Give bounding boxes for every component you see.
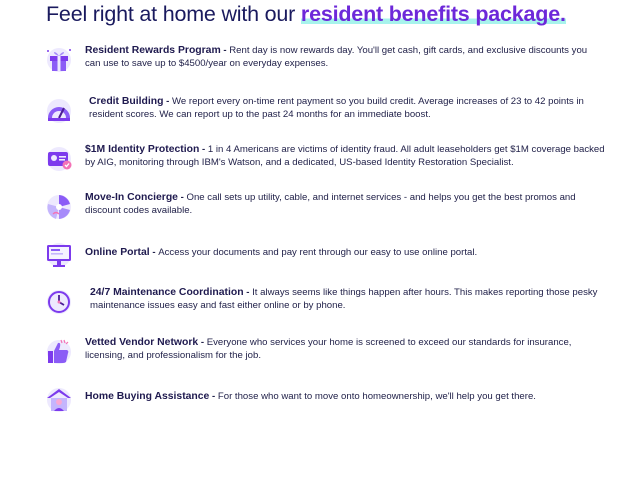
- gift-box-icon: [44, 45, 74, 75]
- headline-highlight: resident benefits package.: [300, 2, 566, 26]
- benefit-description: Rent day is now rewards day. You'll get cash, gift cards, and exclusive discounts you can use to save up to $4500/year on everyday expenses.: [85, 45, 588, 69]
- page-headline: [46, 2, 636, 27]
- benefit-description: 1 in 4 Americans are victims of identity fraud. All adult leaseholders get $1M coverage backed by AIG, monitoring through IBM's Watson, and a dedicated, US-based Identity Restoration Specialist.: [85, 144, 605, 168]
- benefit-title: Online Portal: [85, 247, 150, 258]
- benefit-title: Resident Rewards Program: [85, 45, 221, 56]
- benefit-text: 24/7 Maintenance Coordination - It always seems like things happen after hours. This makes reporting those pesky maintenance issues easy and fast either online or by phone.: [90, 287, 598, 311]
- benefit-title: Vetted Vendor Network: [85, 337, 199, 348]
- benefit-title: $1M Identity Protection: [85, 144, 200, 155]
- benefit-text: Home Buying Assistance - For those who want to move onto homeownership, we'll help you get there.: [85, 391, 536, 402]
- desktop-portal-icon: [44, 240, 74, 270]
- benefit-description: One call sets up utility, cable, and internet services - and helps you get the best promos and discount codes available.: [85, 192, 576, 216]
- benefit-description: Everyone who services your home is screened to exceed our standards for insurance, licensing, and professionalism for the job.: [85, 337, 572, 361]
- benefit-text: $1M Identity Protection - 1 in 4 Americans are victims of identity fraud. All adult leaseholders get $1M coverage backed by AIG, monitoring through IBM's Watson, and a dedicated, US-based Identity Restoration Specialist.: [85, 144, 605, 168]
- thumbs-up-icon: [44, 337, 74, 367]
- benefit-text: Move-In Concierge - One call sets up utility, cable, and internet services - and helps you get the best promos and discount codes available.: [85, 192, 576, 216]
- benefit-text: Credit Building - We report every on-time rent payment so you build credit. Average increases of 23 to 42 points in resident scores. We can report up to the past 24 months for an immediate boost.: [89, 96, 584, 120]
- benefit-description: Access your documents and pay rent through our easy to use online portal.: [158, 247, 478, 258]
- benefit-title: Home Buying Assistance: [85, 391, 210, 402]
- id-card-icon: [44, 144, 74, 174]
- benefit-title: 24/7 Maintenance Coordination: [90, 287, 244, 298]
- benefit-text: Resident Rewards Program - Rent day is now rewards day. You'll get cash, gift cards, and exclusive discounts you can use to save up to $4500/year on everyday expenses.: [85, 45, 588, 69]
- benefit-title: Credit Building: [89, 96, 164, 107]
- benefit-text: Online Portal - Access your documents and pay rent through our easy to use online portal.: [85, 247, 478, 258]
- benefit-text: Vetted Vendor Network - Everyone who services your home is screened to exceed our standards for insurance, licensing, and professionalism for the job.: [85, 337, 572, 361]
- clock-icon: [44, 287, 74, 317]
- headline-prefix: Feel right at home with our: [46, 2, 301, 26]
- benefit-description: It always seems like things happen after hours. This makes reporting those pesky maintenance issues easy and fast either online or by phone.: [90, 287, 598, 311]
- benefit-description: For those who want to move onto homeownership, we'll help you get there.: [217, 391, 536, 402]
- benefit-description: We report every on-time rent payment so you build credit. Average increases of 23 to 42 points in resident scores. We can report up to the past 24 months for an immediate boost.: [89, 96, 584, 120]
- house-person-icon: [44, 385, 74, 415]
- credit-gauge-icon: [44, 96, 74, 126]
- benefit-title: Move-In Concierge: [85, 192, 178, 203]
- utilities-wheel-icon: [44, 192, 74, 222]
